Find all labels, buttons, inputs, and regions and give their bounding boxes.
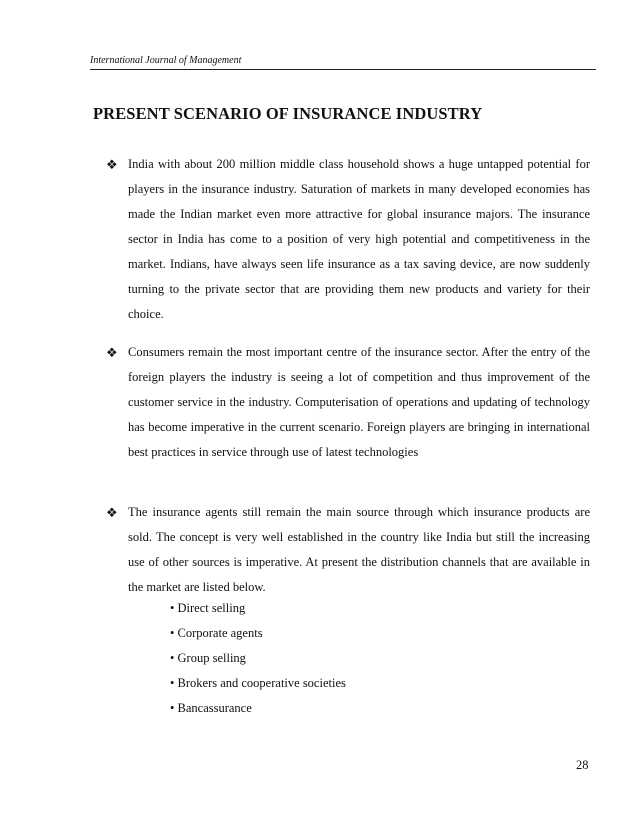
paragraph-market-potential: India with about 200 million middle class household shows a huge untapped potential for players in the insurance industry. Saturation of markets in many developed economies has made the Indian market even more attractive for global insurance majors. The insurance sector in India has come to a position of very high potential and competitiveness in the market. Indians, have always seen life insurance as a tax saving device, are now suddenly turning to the private sector that are providing them new products and variety for their choice.	[128, 157, 590, 321]
page-title: PRESENT SCENARIO OF INSURANCE INDUSTRY	[93, 104, 483, 123]
diamond-bullet-icon: ❖	[106, 157, 118, 172]
distribution-channel-list	[170, 596, 346, 721]
page-number: 28	[576, 758, 589, 772]
list-item: • Group selling	[170, 651, 246, 665]
bullet-dot-icon: •	[170, 676, 175, 690]
paragraph-distribution: The insurance agents still remain the main source through which insurance products are sold. The concept is very well established in the country like India but still the increasing use of other sources is imperative. At present the distribution channels that are available in the market are listed below.	[128, 505, 590, 594]
list-item: • Brokers and cooperative societies	[170, 676, 346, 690]
paragraph-consumers: Consumers remain the most important centre of the insurance sector. After the entry of the foreign players the industry is seeing a lot of competition and thus improvement of the customer service in the industry. Computerisation of operations and updating of technology has become imperative in the current scenario. Foreign players are bringing in international best practices in service through use of latest technologies	[128, 345, 590, 459]
list-item: • Bancassurance	[170, 701, 252, 715]
list-item: • Direct selling	[170, 601, 246, 615]
list-item: • Corporate agents	[170, 626, 263, 640]
bullet-dot-icon: •	[170, 601, 175, 615]
diamond-bullet-icon: ❖	[106, 505, 118, 520]
diamond-bullet-icon: ❖	[106, 345, 118, 360]
bullet-dot-icon: •	[170, 626, 175, 640]
bullet-dot-icon: •	[170, 651, 175, 665]
bullet-dot-icon: •	[170, 701, 175, 715]
journal-header: International Journal of Management	[90, 55, 596, 70]
